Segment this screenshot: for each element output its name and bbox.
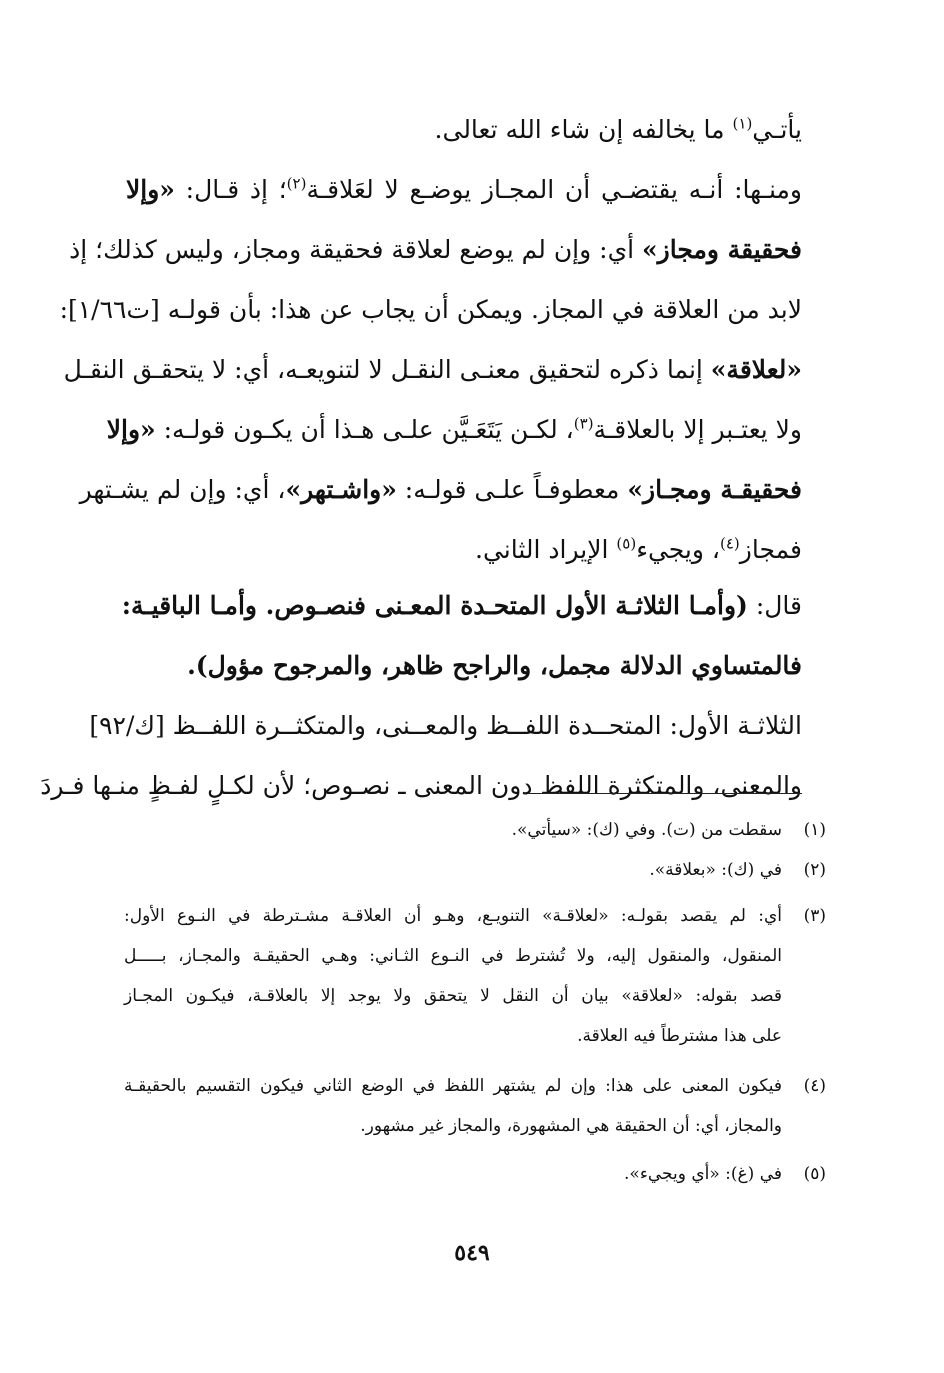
footnote-text: والمجاز، أي: أن الحقيقة هي المشهورة، والمجاز غير مشهور.: [360, 1116, 782, 1136]
footnote-text: سقطت من (ت). وفي (ك): «سيأتي».: [511, 820, 782, 840]
footnote-number: (٣): [803, 906, 826, 926]
body-text: يأتـي: [752, 115, 802, 144]
body-text: إنما ذكره لتحقيق معنـى النقـل لا لتنويعـه، أي: لا يتحقـق النقـل: [63, 355, 711, 384]
footnote-text: على هذا مشترطاً فيه العلاقة.: [577, 1026, 782, 1046]
body-line: [89, 696, 802, 756]
body-line: [69, 220, 802, 280]
page-number: ٥٤٩: [454, 1240, 490, 1266]
footnote-text: المنقول، والمنقول إليه، ولا تُشترط في النـوع الثـاني: وهـي الحقيقـة والمجـاز، بـــــل: [124, 946, 782, 966]
body-text: قال:: [747, 591, 802, 620]
body-text: لابد من العلاقة في المجاز. ويمكن أن يجاب عن هذا: بأن قولـه [ت١/٦٦]:: [59, 295, 802, 324]
footnote-line: [124, 1018, 782, 1054]
body-line: [126, 100, 802, 160]
bold-text: فحقيقة ومجاز»: [642, 235, 802, 264]
footnote-number: (٥): [803, 1164, 826, 1184]
footnote-separator: [528, 793, 802, 794]
footnote-line: [124, 1068, 826, 1104]
footnote-marker: (١): [732, 114, 753, 133]
bold-text: فالمتساوي الدلالة مجمل، والراجح ظاهر، والمرجوح مؤول).: [187, 651, 802, 680]
body-line: [121, 576, 802, 636]
footnote-number: (١): [803, 820, 826, 840]
bold-text: «واشـتهر»: [285, 475, 397, 504]
footnote-line: [124, 978, 782, 1014]
footnote-line: [124, 852, 826, 888]
body-text: أي: وإن لم يوضع لعلاقة فحقيقة ومجاز، وليس كذلك؛ إذ: [69, 235, 643, 264]
body-line: [126, 520, 802, 580]
body-text: ما يخالفه إن شاء الله تعالى.: [434, 115, 733, 144]
body-line: [126, 636, 802, 696]
footnote-text: في (غ): «أي ويجيء».: [624, 1164, 782, 1184]
body-text: معطوفـاً علـى قولـه:: [396, 475, 628, 504]
footnote-text: قصد بقوله: «لعلاقة» بيان أن النقل لا يتحقق ولا يوجد إلا بالعلاقـة، فيكـون المجـاز: [124, 986, 782, 1006]
body-line: [106, 400, 802, 460]
footnote-text: في (ك): «بعلاقة».: [649, 860, 782, 880]
body-text: ومنـها: أنـه يقتضـي أن المجـاز يوضـع لا لعَلاقـة: [306, 175, 802, 204]
footnote-line: [124, 1108, 782, 1144]
footnote-marker: (٤): [719, 534, 740, 553]
body-line: [126, 160, 802, 220]
body-text: الإيراد الثاني.: [475, 535, 617, 564]
body-line: [40, 756, 802, 816]
bold-text: فحقيقـة ومجـاز»: [627, 475, 802, 504]
footnote-line: [124, 898, 826, 934]
footnote-number: (٤): [803, 1076, 826, 1096]
body-text: ، أي: وإن لم يشـتهر: [79, 475, 286, 504]
body-text: والمعنى، والمتكثرة اللفظ دون المعنى ـ نصـوص؛ لأن لكـلٍ لفـظٍ منـها فـردَ: [40, 771, 802, 800]
body-line: [63, 340, 802, 400]
footnote-text: أي: لم يقصد بقولـه: «لعلاقـة» التنويـع، وهـو أن العلاقـة مشـترطة في النـوع الأول:: [124, 906, 782, 926]
bold-text: (وأمـا الثلاثـة الأول المتحـدة المعـنى فنصـوص. وأمـا الباقيـة:: [121, 591, 748, 620]
bold-text: «وإلا: [106, 415, 156, 444]
body-text: ؛ إذ قـال:: [174, 175, 287, 204]
footnote-line: [124, 938, 782, 974]
footnote-text: فيكون المعنى على هذا: وإن لم يشتهر اللفظ في الوضع الثاني فيكون التقسيم بالحقيقـة: [124, 1076, 782, 1096]
body-text: ، لكـن يَتَعَـيَّن علـى هـذا أن يكـون قولـه:: [155, 415, 574, 444]
body-text: الثلاثـة الأول: المتحــدة اللفــظ والمعــنى، والمتكثــرة اللفــظ [ك/٩٢]: [89, 711, 802, 740]
body-line: [59, 280, 802, 340]
footnote-line: [124, 1156, 826, 1192]
body-text: فمجاز: [739, 535, 802, 564]
body-text: ، ويجيء: [636, 535, 720, 564]
footnote-marker: (٣): [573, 414, 594, 433]
bold-text: «لعلاقة»: [710, 355, 802, 384]
body-text: ولا يعتـبر إلا بالعلاقـة: [593, 415, 802, 444]
bold-text: «وإلا: [126, 175, 175, 204]
footnote-line: [124, 812, 826, 848]
footnote-marker: (٢): [286, 174, 307, 193]
footnote-marker: (٥): [616, 534, 637, 553]
body-line: [79, 460, 802, 520]
footnote-number: (٢): [803, 860, 826, 880]
